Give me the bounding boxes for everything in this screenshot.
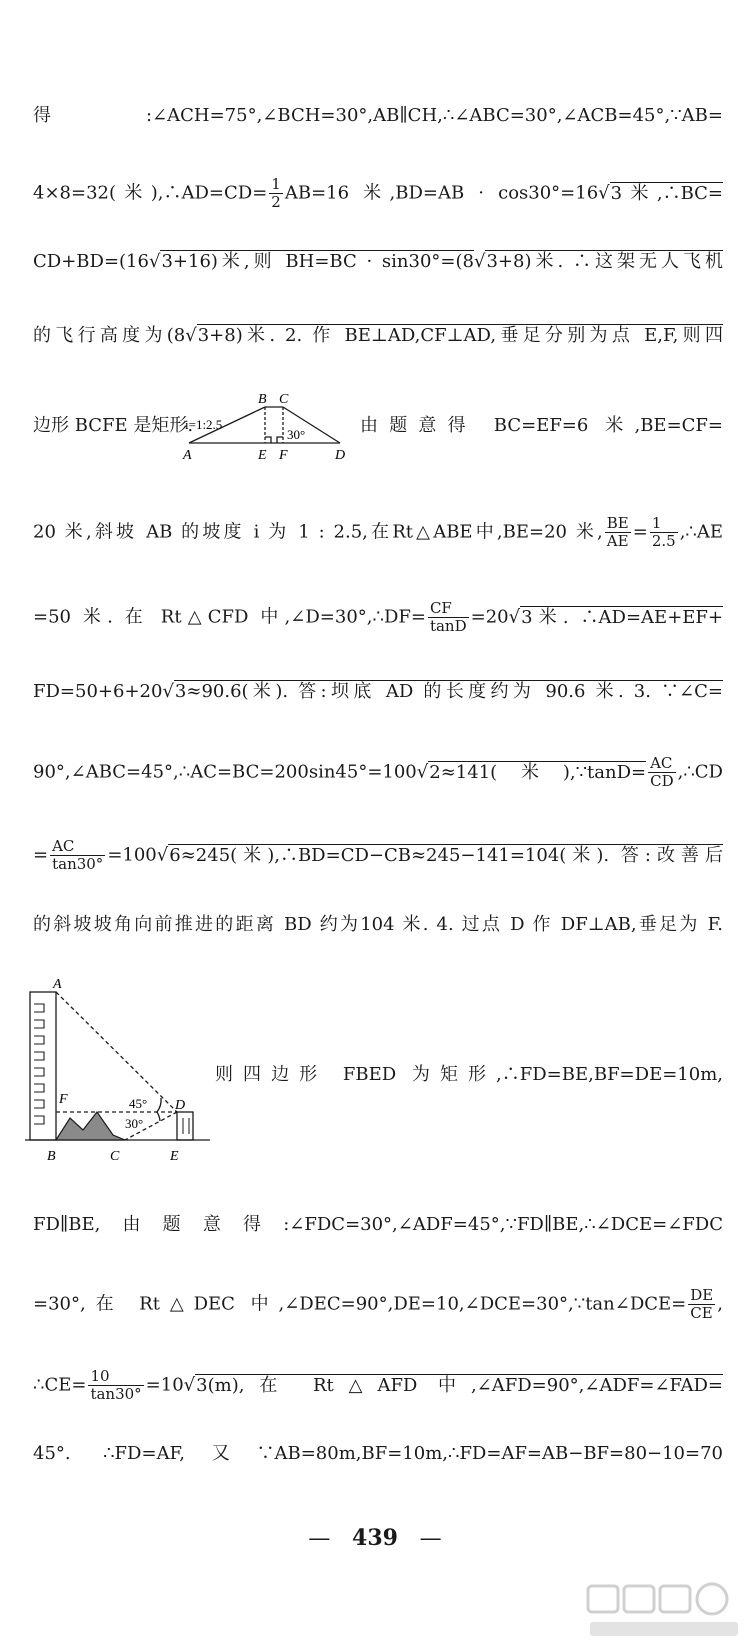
fraction-ten-tan30: $\frac{10}{\tan 30^\circ}$ [90,1367,142,1403]
diagram2-label-b: B [47,1149,56,1164]
page-number: — 439 — [308,1525,442,1551]
watermark-logo [584,1580,744,1645]
fraction-de-ce: $\frac{DE}{CE}$ [690,1286,714,1322]
diagram2-label-e: E [170,1149,179,1164]
diagram1-angle-label: 30° [287,427,306,442]
text-line-2: 4×8=32(米),∴AD=CD= $\frac{1}{2}$ AB=16 米,BD=AB · cos30°=16√3米,∴BC= [33,175,723,211]
diagram2-label-d: D [175,1098,186,1113]
fraction-ac-cd: $\frac{AC}{CD}$ [650,754,674,790]
text-line-11: 的斜坡坡角向前推进的距离 BD 约为104 米. 4. 过点 D 作 DF⊥AB,垂足为 F. [33,914,723,935]
diagram2-label-f: F [59,1092,68,1107]
diagram1-label-f: F [279,448,288,463]
diagram1-label-d: D [335,448,346,463]
fraction-one-half: $\frac{1}{2}$ [271,175,281,211]
text-line-1: 得:∠ACH=75°,∠BCH=30°,AB∥CH,∴∠ABC=30°,∠ACB=45°,∵AB= [33,105,723,126]
text-line-3: CD+BD=(16√3+16)米,则 BH=BC · sin30°=(8√3+8)米. ∴这架无人飞机 [33,251,723,272]
text-line-9: 90°,∠ABC=45°,∴AC=BC=200sin45°=100√2≈141(米),∵tanD= $\frac{AC}{CD}$ ,∴CD [33,754,723,790]
text-line-6: 20 米,斜坡 AB 的坡度 i 为 1 : 2.5,在Rt△ABE中,BE=20 米, $\frac{BE}{AE}$ = $\frac{1}{2.5}$ ,∴AE [33,514,723,550]
diagram2-angle-30: 30° [125,1116,144,1131]
text-line-16: 45°. ∴FD=AF,又∵AB=80m,BF=10m,∴FD=AF=AB−BF=80−10=70 [33,1443,723,1464]
text-line-12: 则四边形 FBED 为矩形,∴FD=BE,BF=DE=10m, [215,1064,723,1085]
diagram1-label-c: C [279,392,289,407]
diagram2-label-c: C [110,1149,120,1164]
text-line-14: =30°,在 Rt△DEC 中,∠DEC=90°,DE=10,∠DCE=30°,∵tan∠DCE= $\frac{DE}{CE}$ , [33,1286,723,1322]
building-diagram [25,970,215,1170]
text-line-4: 的飞行高度为(8√3+8)米. 2. 作 BE⊥AD,CF⊥AD,垂足分别为点 E,F,则四 [33,325,723,346]
text-line-13: FD∥BE,由题意得:∠FDC=30°,∠ADF=45°,∵FD∥BE,∴∠DCE=∠FDC [33,1214,723,1235]
fraction-be-ae: $\frac{BE}{AE}$ [606,514,629,550]
fraction-ac-tan30: $\frac{AC}{\tan 30^\circ}$ [52,837,104,873]
text-line-5b: 由题意得 BC=EF=6 米,BE=CF= [360,415,723,436]
trapezoid-diagram [175,385,355,465]
fraction-cf-tand: $\frac{CF}{\tan D}$ [429,599,467,635]
text-line-8: FD=50+6+20√3≈90.6(米). 答:坝底 AD 的长度约为 90.6 米. 3. ∵∠C= [33,681,723,702]
text-line-15: ∴CE= $\frac{10}{\tan 30^\circ}$ =10√3(m),在 Rt△AFD 中,∠AFD=90°,∠ADF=∠FAD= [33,1367,723,1403]
text-line-7: =50 米. 在 Rt△CFD 中,∠D=30°,∴DF= $\frac{CF}{\tan D}$ =20√3米. ∴AD=AE+EF+ [33,599,723,635]
diagram1-slope-label: i=1:2.5 [185,417,223,432]
diagram2-label-a: A [53,977,62,992]
diagram2-angle-45: 45° [129,1096,148,1111]
text-line-5a: 边形 BCFE 是矩形. [33,415,194,436]
diagram1-label-a: A [183,448,192,463]
diagram1-label-b: B [258,392,267,407]
text-line-10: = $\frac{AC}{\tan 30^\circ}$ =100√6≈245(米),∴BD=CD−CB≈245−141=104(米). 答:改善后 [33,837,723,873]
diagram1-label-e: E [258,448,267,463]
fraction-one-over-2-5: $\frac{1}{2.5}$ [651,514,676,550]
